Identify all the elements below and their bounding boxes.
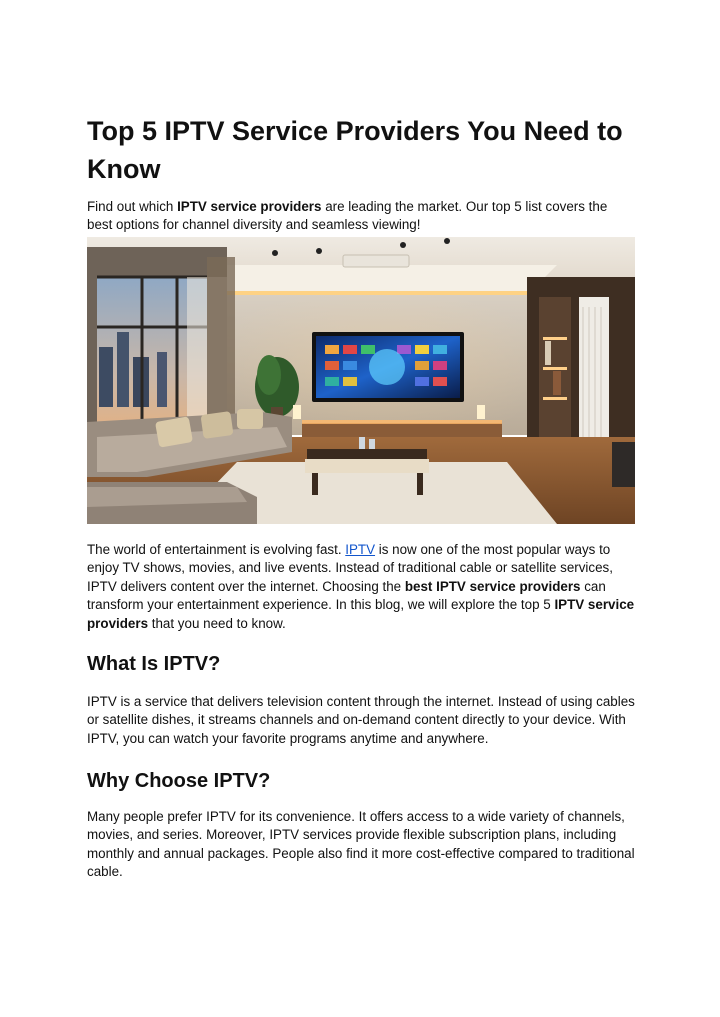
intro-paragraph <box>87 198 635 235</box>
para1-bold-2: IPTV service providers <box>87 597 635 631</box>
article-title: Top 5 IPTV Service Providers You Need to Know <box>87 116 623 184</box>
para1-text-2: is now one of the most popular ways to enjoy TV shows, movies, and live events. Instead of traditional cable or satellite services, IPTV delivers content over the internet. Choosing the <box>87 542 613 594</box>
what-is-iptv-paragraph <box>87 693 635 748</box>
why-choose-iptv-text: Many people prefer IPTV for its convenience. It offers access to a wide variety of channels, movies, and series. Moreover, IPTV services provide flexible subscription plans, including monthly and annual packages. People also find it more cost-effective compared to traditional cable. <box>87 809 635 880</box>
iptv-link[interactable]: IPTV <box>345 542 376 557</box>
heading-what-is-iptv: What Is IPTV? <box>87 653 221 675</box>
intro-text-2: are leading the market. Our top 5 list covers the best options for channel diversity and seamless viewing! <box>87 199 608 233</box>
para1-bold-1: best IPTV service providers <box>404 578 581 594</box>
para1-text-3: can transform your entertainment experience. In this blog, we will explore the top 5 <box>87 578 606 613</box>
intro-text-1: Find out which <box>87 199 178 214</box>
why-choose-iptv-paragraph <box>87 808 635 882</box>
intro-bold-1: IPTV service providers <box>177 199 322 214</box>
what-is-iptv-text: IPTV is a service that delivers television content through the internet. Instead of using cables or satellite dishes, it streams channels and on-demand content directly to your device. With IPTV, you can watch your favorite programs anytime and anywhere. <box>87 694 635 746</box>
heading-why-choose-iptv: Why Choose IPTV? <box>87 770 271 792</box>
para1-text-4: that you need to know. <box>148 615 286 631</box>
living-room-smart-tv-image <box>87 237 635 524</box>
para1-text-1: The world of entertainment is evolving fast. <box>87 542 346 557</box>
intro-body-paragraph <box>87 541 635 633</box>
